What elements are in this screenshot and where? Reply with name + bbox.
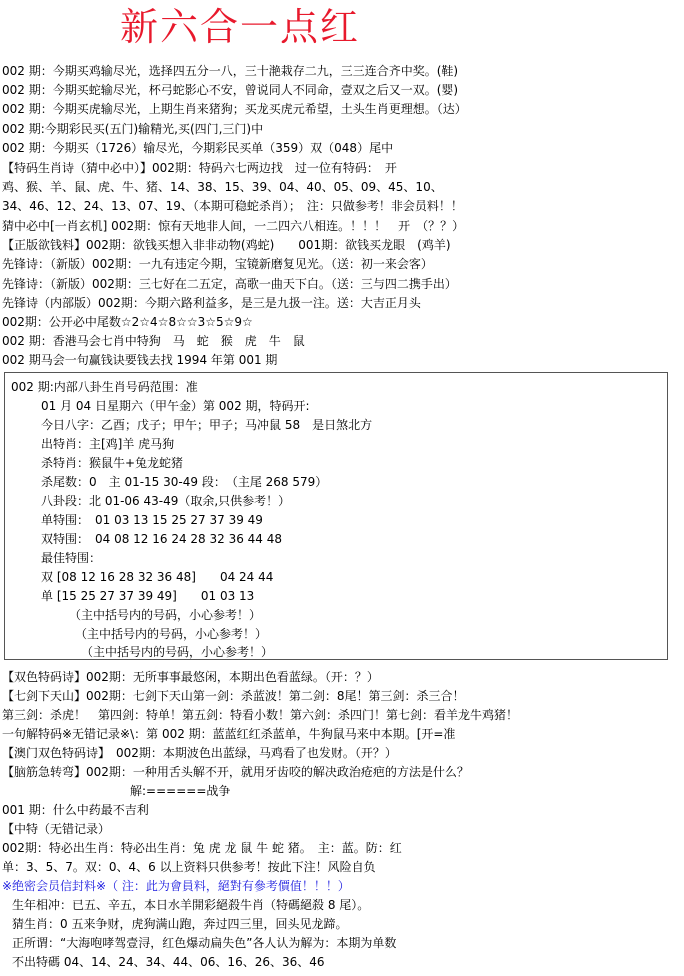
text-line: 【七剑下天山】002期：七剑下天山第一剑：杀蓝波！第二剑：8尾！第三剑：杀三合！	[2, 689, 465, 703]
text-line: 【中特（无错记录）	[2, 822, 111, 836]
text-line: 002 期:今期彩民买(五门)输精光,买(四门,三门)中	[2, 122, 264, 136]
text-line: 单：3、5、7。双：0、4、6 以上资料只供参考！按此下注！风险自负	[2, 860, 376, 874]
text-line: 第三剑：杀虎！ 第四剑：特单！第五剑：特看小数！第六剑：杀四门！第七剑：看羊龙牛鸡猪！	[2, 708, 519, 722]
text-line: 【双色特码诗】002期：无所事事最悠闲，本期出色看蓝绿。（开：？）	[2, 670, 379, 684]
text-line: 002 期：今期买虎输尽光，上期生肖来猪狗；买龙买虎元希望，土头生肖更理想。（达）	[2, 102, 467, 116]
bagua-box	[4, 372, 668, 660]
page-title: 新六合一点红	[120, 5, 361, 49]
text-line: 鸡、猴、羊、鼠、虎、牛、猪、14、38、15、39、04、40、05、09、45、10、	[2, 180, 443, 194]
box-line: 今日八字：乙酉；戊子；甲午；甲子；马冲鼠 58 是日煞北方	[41, 418, 373, 432]
text-line: 002 期：今期买鸡输尽光，选择四五分一八，三十滟栽存二九，三三连合齐中奖。(鞋)	[2, 64, 459, 78]
text-line: 【正版欲钱料】002期：欲钱买想入非非动物(鸡蛇) 001期：欲钱买龙眼 (鸡羊)	[2, 238, 451, 252]
box-line: 单 [15 25 27 37 39 49] 01 03 13	[41, 589, 255, 603]
text-line: 不出特碼 04、14、24、34、44、06、16、26、36、46	[12, 955, 325, 969]
box-line: 杀尾数：0 主 01-15 30-49 段： （主尾 268 579）	[41, 475, 328, 489]
box-line: 八卦段：北 01-06 43-49（取余,只供参考！）	[41, 494, 291, 508]
text-line: 先锋诗：（新版）002期：三七好在二五定，高歌一曲天下白。（送：三与四二携手出）	[2, 277, 457, 291]
text-line: 先锋诗：（新版）002期：一九有违定今期，宝镜新磨复见光。（送：初一来会客）	[2, 257, 433, 271]
text-line: 【脑筋急转弯】002期：一种用舌头解不开，就用牙齿咬的解决政治疮疤的方法是什么？	[2, 765, 469, 779]
text-line: 解:======战争	[130, 784, 231, 798]
box-line: （主中括号内的号码，小心参考！）	[81, 645, 274, 659]
text-line: 002期：公开必中尾数☆2☆4☆8☆☆3☆5☆9☆	[2, 315, 253, 329]
text-line: 正所谓：“大海咆哮驾壹浔，红色爆动扁失色”各人认为解为：本期为单数	[12, 936, 397, 950]
box-line: 单特围： 01 03 13 15 25 27 37 39 49	[41, 513, 263, 527]
secret-member-line: ※绝密会员信封料※（ 注：此为會員料，絕對有參考價值！！！）	[2, 879, 350, 893]
text-line: 猜生肖：0 五来争财，虎狗满山跑，奔过四三里，回头见龙蹄。	[12, 917, 348, 931]
box-line: 杀特肖：猴鼠牛+兔龙蛇猪	[41, 456, 184, 470]
text-line: 002 期马会一句赢钱诀要钱去找 1994 年第 001 期	[2, 353, 278, 367]
box-line: 01 月 04 日星期六（甲午金）第 002 期，特码开:	[41, 399, 310, 413]
text-line: 34、46、12、24、13、07、19、（本期可稳蛇杀肖）； 注：只做参考！非会员料！！	[2, 199, 463, 213]
text-line: 002 期：今期买（1726）输尽光，今期彩民买单（359）双（048）尾中	[2, 141, 394, 155]
text-line: 一句解特码※无错记录※\：第 002 期：蓝蓝红红杀蓝单，牛狗鼠马来中本期。[开=准	[2, 727, 456, 741]
box-line: （主中括号内的号码，小心参考！）	[75, 627, 268, 641]
text-line: 001 期：什么中药最不吉利	[2, 803, 149, 817]
box-line: 出特肖：主[鸡]羊 虎马狗	[41, 437, 175, 451]
box-line: （主中括号内的号码，小心参考！）	[69, 608, 262, 622]
text-line: 002期：特必出生肖：特必出生肖：兔 虎 龙 鼠 牛 蛇 猪。 主：蓝。防：红	[2, 841, 402, 855]
text-line: 猜中必中[一肖玄机] 002期：惊有天地非人间，一二四六八相连。！！！ 开 （？？）	[2, 219, 465, 233]
box-line: 双特围： 04 08 12 16 24 28 32 36 44 48	[41, 532, 283, 546]
text-line: 002 期：今期买蛇输尽光，杯弓蛇影心不安，曾说同人不同命，壹双之后又一双。(婴)	[2, 83, 459, 97]
box-line: 最佳特围：	[41, 551, 102, 565]
box-line: 双 [08 12 16 28 32 36 48] 04 24 44	[41, 570, 274, 584]
text-line: 先锋诗（内部版）002期：今期六路利益多，是三是九扱一注。送：大吉正月头	[2, 296, 421, 310]
text-line: 002 期：香港马会七肖中特狗 马 蛇 猴 虎 牛 鼠	[2, 334, 305, 348]
text-line: 【澳门双色特码诗】 002期：本期波色出蓝绿，马鸡看了也发财。（开？）	[2, 746, 397, 760]
text-line: 【特码生肖诗（猜中必中）】002期：特码六七两边找 过一位有特码： 开	[2, 161, 397, 175]
box-line: 002 期:内部八卦生肖号码范围：准	[11, 380, 198, 394]
text-line: 生年相冲：已五、辛五，本日水羊開彩絕殺牛肖（特碼絕殺 8 尾）。	[12, 898, 370, 912]
